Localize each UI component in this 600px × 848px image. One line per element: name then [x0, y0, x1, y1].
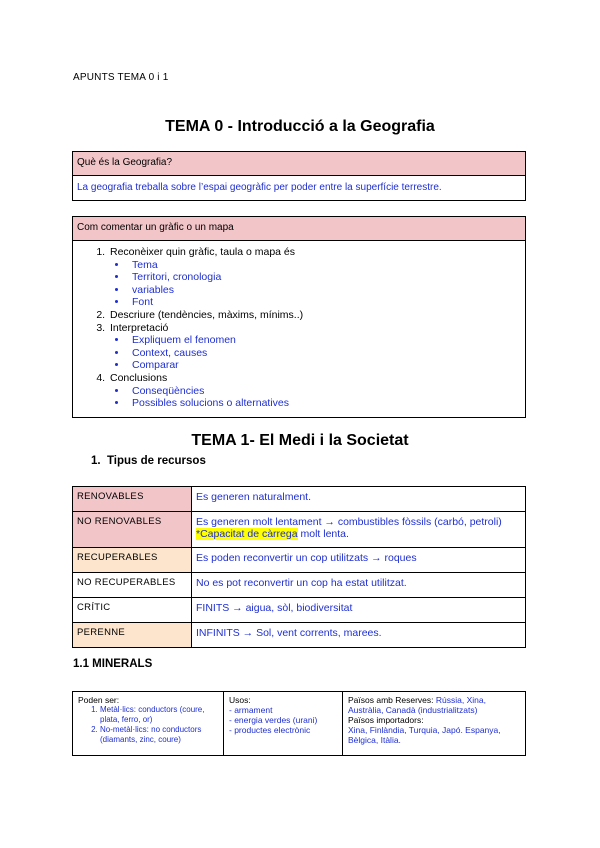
box-heading: Què és la Geografia?: [73, 152, 525, 176]
highlight-note: *Capacitat de càrrega: [196, 528, 298, 540]
list-item: - armament: [229, 705, 273, 715]
list-item: - energia verdes (urani): [229, 715, 318, 725]
resource-type: PERENNE: [73, 623, 192, 648]
sub-item: • Conseqüències: [128, 385, 525, 398]
sub-item: • Territori, cronologia: [128, 271, 525, 284]
step-item: [108, 322, 525, 372]
sub-item: • Tema: [128, 259, 525, 272]
resource-type: CRÍTIC: [73, 598, 192, 623]
table-row: [73, 598, 526, 623]
table-row: [73, 623, 526, 648]
importers-countries: Xina, Finlàndia, Turquia, Japó. Espanya, Bèlgica, Itàlia.: [348, 725, 501, 745]
resource-type: NO RECUPERABLES: [73, 573, 192, 598]
box-text: La geografia treballa sobre l’espai geogràfic per poder entre la superfície terrestre.: [77, 182, 442, 193]
step-label: Reconèixer quin gràfic, taula o mapa és: [110, 246, 296, 258]
section-heading: 1. Tipus de recursos: [91, 455, 206, 467]
note-rest: molt lenta.: [297, 528, 349, 540]
comment-chart-box: [72, 216, 526, 418]
box-heading: Com comentar un gràfic o un mapa: [73, 217, 525, 241]
steps-list: [73, 246, 525, 410]
table-row: [73, 573, 526, 598]
resources-table: [72, 486, 526, 648]
minerals-countries-cell: [343, 692, 526, 756]
reserves-countries: Rússia, Xina, Austràlia, Canadà (industrialitzats): [348, 695, 486, 715]
step-label: Conclusions: [110, 371, 168, 384]
tema0-title: TEMA 0 - Introducció a la Geografia: [165, 118, 435, 135]
minerals-uses-cell: [224, 692, 343, 756]
reserves-label: Països amb Reserves:: [348, 695, 434, 705]
minerals-types-cell: [73, 692, 224, 756]
sub-item: • Context, causes: [128, 347, 525, 360]
sub-item: • Possibles solucions o alternatives: [128, 397, 525, 410]
table-row: [73, 692, 526, 756]
section-heading-text: Tipus de recursos: [106, 455, 206, 467]
resource-type: RECUPERABLES: [73, 548, 192, 573]
cell-title: Poden ser:: [78, 695, 120, 705]
resource-desc: No es pot reconvertir un cop ha estat utilitzat.: [192, 573, 526, 598]
resource-type: RENOVABLES: [73, 487, 192, 512]
step-item: [108, 372, 525, 410]
cell-title: Usos:: [229, 695, 251, 705]
minerals-table: [72, 691, 526, 756]
list-item: 1. Metàl·lics: conductors (coure, plata, ferro, or): [100, 705, 218, 725]
sub-item: • Comparar: [128, 359, 525, 372]
resource-desc-text: Es generen molt lentament → combustibles fòssils (carbó, petroli): [196, 516, 502, 528]
tema1-title: TEMA 1- El Medi i la Societat: [191, 432, 409, 449]
importers-label: Països importadors:: [348, 715, 424, 725]
resource-type: NO RENOVABLES: [73, 512, 192, 548]
sub-item: • variables: [128, 284, 525, 297]
step-label: Interpretació: [110, 321, 169, 334]
step-label: Descriure (tendències, màxims, mínims..): [110, 308, 304, 321]
step-item: [108, 309, 525, 322]
sub-item: • Expliquem el fenomen: [128, 334, 525, 347]
resource-desc: Es poden reconvertir un cop utilitzats → roques: [192, 548, 526, 573]
list-item: 2. No-metàl·lics: no conductors (diamants, zinc, coure): [100, 725, 218, 745]
geography-definition-box: [72, 151, 526, 201]
resource-desc: INFINITS → Sol, vent corrents, marees.: [192, 623, 526, 648]
resource-desc: FINITS → aigua, sòl, biodiversitat: [192, 598, 526, 623]
page-header: APUNTS TEMA 0 i 1: [73, 72, 169, 83]
table-row: [73, 487, 526, 512]
table-row: [73, 548, 526, 573]
list-item: - productes electrònic: [229, 725, 311, 735]
sub-item: • Font: [128, 296, 525, 309]
step-item: [108, 246, 525, 309]
resource-desc: Es generen naturalment.: [192, 487, 526, 512]
minerals-heading: 1.1 MINERALS: [73, 658, 153, 670]
resource-desc: [192, 512, 526, 548]
table-row: [73, 512, 526, 548]
